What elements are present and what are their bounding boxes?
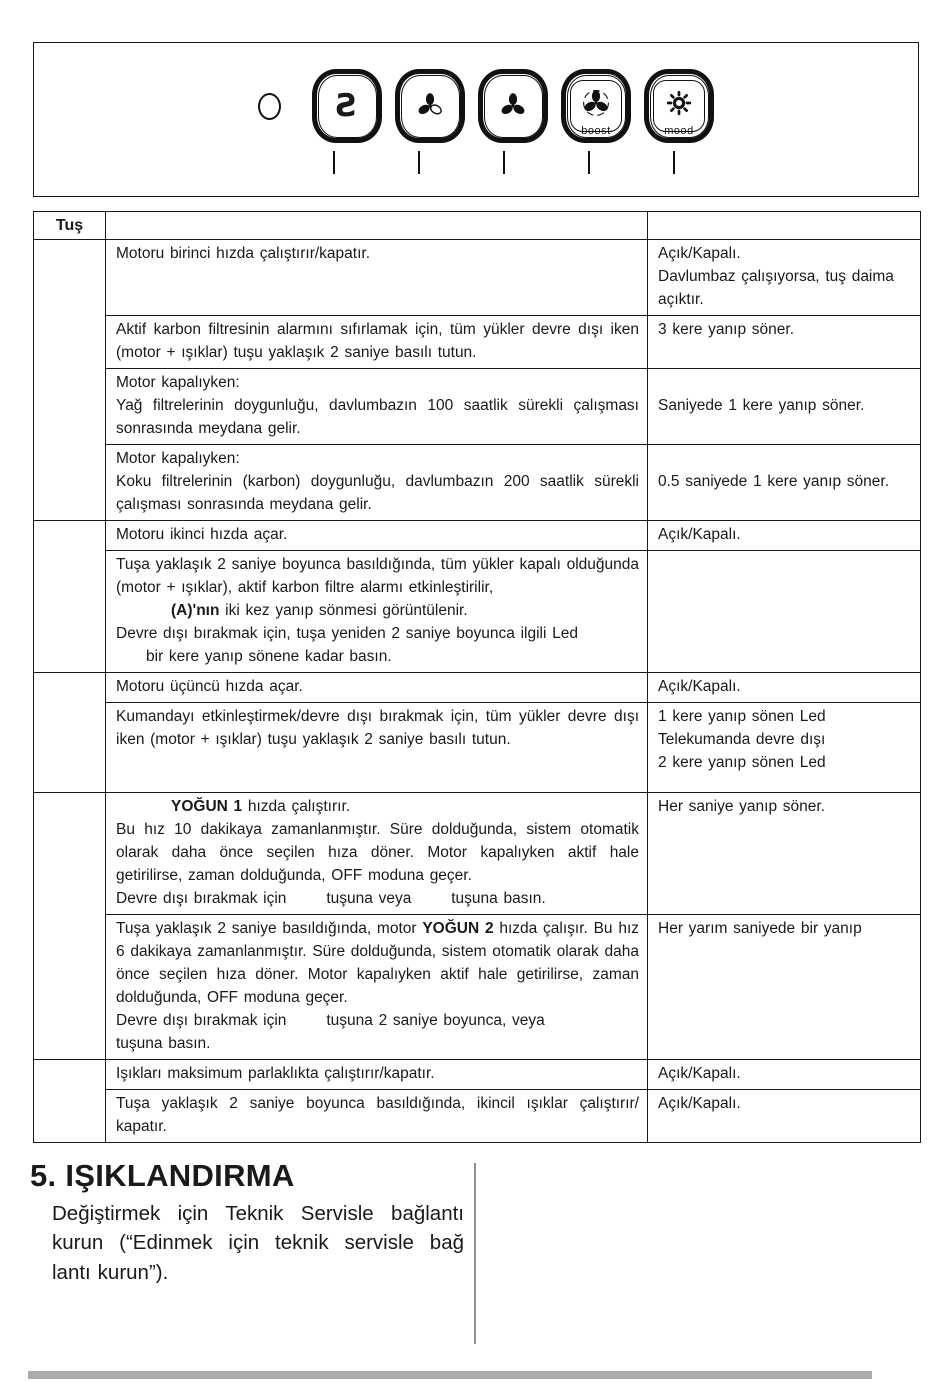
section-paragraph: Değiştirmek için Teknik Servisle bağlantı kurun (“Edinmek için teknik servisle bağ lantı kurun”).: [52, 1201, 464, 1284]
description-cell: Motoru birinci hızda çalıştırır/kapatır.: [106, 240, 648, 316]
control-panel-figure: [33, 42, 919, 197]
table-row: [34, 915, 921, 1060]
led-state-cell: Açık/Kapalı.: [648, 1090, 921, 1143]
description-cell: Motoru ikinci hızda açar.: [106, 521, 648, 551]
description-cell: Motoru üçüncü hızda açar.: [106, 673, 648, 703]
table-header-empty: [648, 212, 921, 240]
table-row: [34, 551, 921, 673]
table-header-empty: [106, 212, 648, 240]
key-column-cell: [34, 521, 106, 673]
led-state-cell: Açık/Kapalı.: [648, 1060, 921, 1090]
led-state-cell: Açık/Kapalı.: [648, 673, 921, 703]
lighting-section: [30, 1158, 464, 1287]
fan-outline-icon: [416, 92, 444, 120]
led-indicator: [258, 93, 281, 120]
description-cell: Aktif karbon filtresinin alarmını sıfırlamak için, tüm yükler devre dışı iken (motor + ışıklar) tuşu yaklaşık 2 saniye basılı tutun.: [106, 316, 648, 369]
description-cell: Işıkları maksimum parlaklıkta çalıştırır/kapatır.: [106, 1060, 648, 1090]
key-column-cell: [34, 793, 106, 1060]
table-header-key: Tuş: [34, 212, 106, 240]
led-state-cell: [648, 551, 921, 673]
description-cell: Motor kapalıyken: Koku filtrelerinin (karbon) doygunluğu, davlumbazın 200 saatlik sürekli çalışması sonrasında meydana gelir.: [106, 445, 648, 521]
column-divider-line: [474, 1163, 476, 1344]
led-state-cell: 3 kere yanıp söner.: [648, 316, 921, 369]
description-cell: Kumandayı etkinleştirmek/devre dışı bırakmak için, tüm yükler devre dışı iken (motor + ışıklar) tuşu yaklaşık 2 saniye basılı tutun.: [106, 703, 648, 793]
boost-fan-button: [561, 69, 631, 143]
table-row: [34, 240, 921, 316]
key-column-cell: [34, 673, 106, 793]
table-row: [34, 1060, 921, 1090]
button-label: boost: [581, 125, 611, 137]
table-header-row: [34, 212, 921, 240]
table-row: [34, 1090, 921, 1143]
fan-dashed-icon: [581, 88, 611, 118]
description-cell: Tuşa yaklaşık 2 saniye boyunca basıldığında, ikincil ışıklar çalıştırır/ kapatır.: [106, 1090, 648, 1143]
mood-light-button: [644, 69, 714, 143]
led-state-cell: Her yarım saniyede bir yanıp: [648, 915, 921, 1060]
button-row: [258, 69, 714, 143]
table-row: [34, 521, 921, 551]
description-cell: Tuşa yaklaşık 2 saniye basıldığında, motor YOĞUN 2 hızda çalışır. Bu hız 6 dakikaya zamanlanmıştır. Süre dolduğunda, sistem otomatik olarak daha önce seçilen hıza döner. Motor kapalıyken aktif hale getirilirse, zaman dolduğunda, OFF moduna geçer. Devre dışı bırakmak için tuşuna 2 saniye boyunca, veya tuşuna basın.: [106, 915, 648, 1060]
led-state-cell: Açık/Kapalı. Davlumbaz çalışıyorsa, tuş daima açıktır.: [648, 240, 921, 316]
sun-icon: [664, 88, 694, 118]
button-pointer-line: [588, 151, 590, 174]
power-s-button: [312, 69, 382, 143]
button-label: mood: [664, 125, 694, 137]
speed-2-fan-button: [478, 69, 548, 143]
button-pointer-line: [673, 151, 675, 174]
table-row: [34, 316, 921, 369]
table-row: [34, 445, 921, 521]
description-cell: Tuşa yaklaşık 2 saniye boyunca basıldığında, tüm yükler kapalı olduğunda (motor + ışıklar), aktif karbon filtre alarmı etkinleştirilir, (A)'nın iki kez yanıp sönmesi görüntülenir. Devre dışı bırakmak için, tuşa yeniden 2 saniye boyunca ilgili Led bir kere yanıp sönene kadar basın.: [106, 551, 648, 673]
table-row: [34, 703, 921, 793]
description-cell: YOĞUN 1 hızda çalıştırır. Bu hız 10 dakikaya zamanlanmıştır. Süre dolduğunda, sistem otomatik olarak daha önce seçilen hıza döner. Motor kapalıyken aktif hale getirilirse, zaman dolduğunda, OFF moduna geçer. Devre dışı bırakmak için tuşuna veya tuşuna basın.: [106, 793, 648, 915]
s-glyph-icon: Ƨ: [335, 87, 359, 124]
led-state-cell: Her saniye yanıp söner.: [648, 793, 921, 915]
fan-icon: [499, 92, 527, 120]
keys-table: [33, 211, 921, 1143]
button-pointer-line: [503, 151, 505, 174]
led-state-cell: 0.5 saniyede 1 kere yanıp söner.: [648, 445, 921, 521]
key-column-cell: [34, 240, 106, 521]
led-state-cell: Açık/Kapalı.: [648, 521, 921, 551]
button-pointer-line: [418, 151, 420, 174]
table-row: [34, 673, 921, 703]
description-cell: Motor kapalıyken: Yağ filtrelerinin doygunluğu, davlumbazın 100 saatlik sürekli çalışması sonrasında meydana gelir.: [106, 369, 648, 445]
button-pointer-line: [333, 151, 335, 174]
table-row: [34, 793, 921, 915]
led-state-cell: Saniyede 1 kere yanıp söner.: [648, 369, 921, 445]
key-column-cell: [34, 1060, 106, 1143]
section-heading: 5. IŞIKLANDIRMA: [30, 1158, 295, 1193]
speed-1-fan-button: [395, 69, 465, 143]
led-state-cell: 1 kere yanıp sönen Led Telekumanda devre dışı 2 kere yanıp sönen Led: [648, 703, 921, 793]
footer-bar: [28, 1371, 872, 1379]
table-row: [34, 369, 921, 445]
